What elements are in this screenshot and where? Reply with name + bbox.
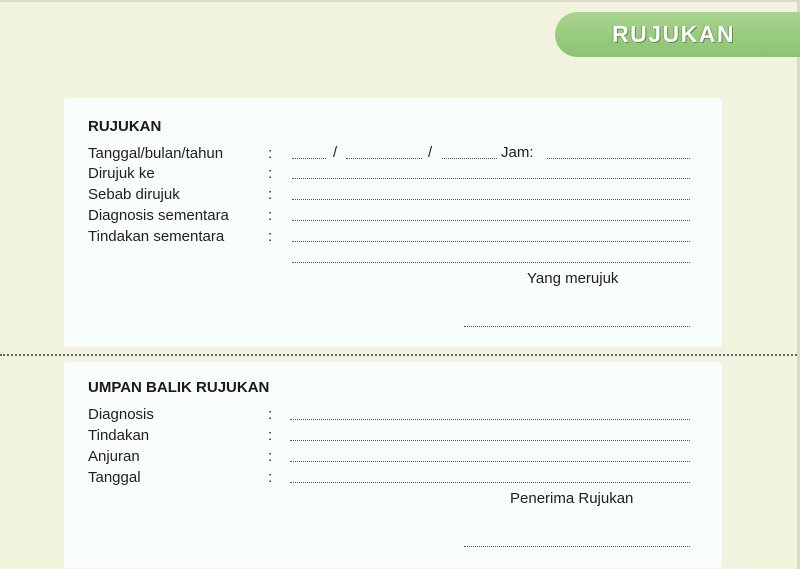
dirujuk-ke-blank[interactable] [292, 178, 690, 179]
page-top-border [0, 0, 800, 2]
diagnosis-blank[interactable] [290, 419, 690, 420]
field-colon: : [268, 228, 273, 245]
field-label: Tanggal/bulan/tahun [88, 145, 224, 162]
field-label: Tindakan sementara [88, 228, 225, 245]
tindakan-blank[interactable] [290, 440, 690, 441]
date-separator: / [333, 144, 338, 161]
date-separator: / [428, 144, 433, 161]
day-blank[interactable] [292, 158, 326, 159]
umpan-balik-title: UMPAN BALIK RUJUKAN [88, 379, 270, 396]
diagnosis-sementara-blank[interactable] [292, 220, 690, 221]
sebab-dirujuk-blank[interactable] [292, 199, 690, 200]
jam-blank[interactable] [547, 158, 690, 159]
field-colon: : [268, 186, 273, 203]
penerima-rujukan-label: Penerima Rujukan [510, 490, 634, 507]
field-label: Dirujuk ke [88, 165, 155, 182]
header-banner [555, 12, 800, 57]
cut-line [0, 354, 797, 356]
banner-title: RUJUKAN [612, 21, 735, 47]
yang-merujuk-label: Yang merujuk [527, 270, 619, 287]
field-colon: : [268, 145, 273, 162]
jam-label: Jam: [501, 144, 534, 161]
anjuran-blank[interactable] [290, 461, 690, 462]
field-colon: : [268, 427, 273, 444]
tindakan-sementara-blank[interactable] [292, 241, 690, 242]
yang-merujuk-signature-blank[interactable] [464, 326, 690, 327]
field-label: Sebab dirujuk [88, 186, 180, 203]
field-colon: : [268, 469, 273, 486]
rujukan-title: RUJUKAN [88, 118, 162, 135]
field-label: Diagnosis [88, 406, 154, 423]
field-colon: : [268, 165, 273, 182]
field-label: Tindakan [88, 427, 150, 444]
field-colon: : [268, 207, 273, 224]
umpan-balik-card [64, 362, 722, 568]
field-colon: : [268, 448, 273, 465]
tanggal-blank[interactable] [290, 482, 690, 483]
penerima-rujukan-signature-blank[interactable] [464, 546, 690, 547]
month-blank[interactable] [346, 158, 422, 159]
field-label: Anjuran [88, 448, 140, 465]
field-label: Tanggal [88, 469, 141, 486]
field-label: Diagnosis sementara [88, 207, 229, 224]
field-colon: : [268, 406, 273, 423]
year-blank[interactable] [442, 158, 497, 159]
tindakan-sementara-blank-2[interactable] [292, 262, 690, 263]
rujukan-card [64, 98, 722, 347]
